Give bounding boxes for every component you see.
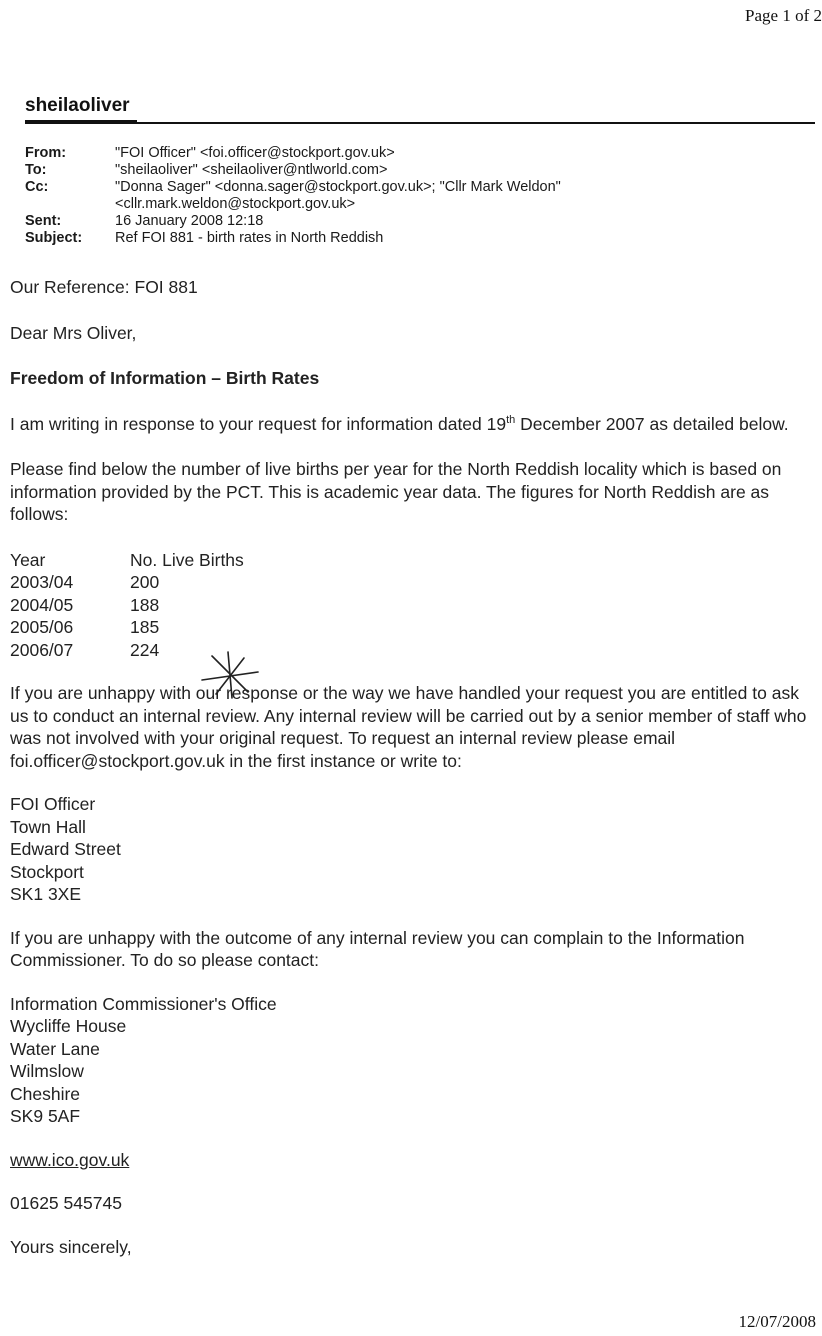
intro-text-end: December 2007 as detailed below. [515, 413, 789, 434]
header-label: From: [25, 145, 67, 161]
review-paragraph: If you are unhappy with our response or the way we have handled your request you are entitled to ask us to conduct an internal review. Any internal review will be carried out by a senior member of staff who was not involved with your original request. To request an internal review please email foi.officer@stockport.gov.uk in the first instance or write to: [10, 683, 807, 771]
figures-paragraph: Please find below the number of live births per year for the North Reddish locality which is based on information provided by the PCT. This is academic year data. The figures for North Reddish are as follows: [10, 459, 782, 524]
address-line: Edward Street [10, 839, 121, 859]
header-label: Subject: [25, 230, 83, 246]
births-table [10, 549, 260, 662]
address-line: Stockport [10, 861, 84, 882]
header-value: 16 January 2008 12:18 [115, 213, 264, 229]
table-row [10, 616, 260, 639]
email-headers [25, 145, 715, 247]
ico-address [10, 993, 810, 1128]
ico-website-link[interactable]: www.ico.gov.uk [10, 1149, 130, 1170]
page-number: Page 1 of 2 [745, 6, 822, 25]
year-cell: 2003/04 [10, 572, 74, 592]
header-row-subject [25, 230, 715, 247]
header-value: Ref FOI 881 - birth rates in North Reddish [115, 230, 384, 246]
ico-phone: 01625 545745 [10, 1193, 122, 1213]
header-row-cc [25, 179, 715, 196]
year-cell: 2005/06 [10, 617, 74, 637]
intro-superscript: th [506, 413, 516, 426]
address-line: Wilmslow [10, 1061, 84, 1081]
reference-line: Our Reference: FOI 881 [10, 277, 198, 297]
births-cell: 185 [130, 617, 160, 637]
address-line: Information Commissioner's Office [10, 993, 277, 1014]
handwritten-asterisk-mark [198, 650, 260, 700]
header-value: "FOI Officer" <foi.officer@stockport.gov.uk> [115, 145, 395, 161]
foi-address [10, 793, 810, 906]
births-cell: 188 [130, 594, 160, 615]
year-cell: 2006/07 [10, 639, 74, 660]
address-line: SK1 3XE [10, 884, 82, 904]
sender-name: sheilaoliver [25, 95, 130, 116]
year-cell: 2004/05 [10, 594, 74, 615]
address-line: Wycliffe House [10, 1016, 127, 1036]
print-date: 12/07/2008 [738, 1312, 816, 1331]
intro-text: I am writing in response to your request for information dated 19 [10, 413, 507, 434]
header-label: Sent: [25, 213, 62, 229]
header-value: <cllr.mark.weldon@stockport.gov.uk> [115, 196, 356, 212]
column-header-births: No. Live Births [130, 549, 244, 570]
address-line: SK9 5AF [10, 1106, 81, 1126]
intro-paragraph [10, 413, 810, 436]
address-line: FOI Officer [10, 794, 96, 814]
births-cell: 200 [130, 572, 160, 592]
header-label: Cc: [25, 179, 49, 195]
table-header-row [10, 549, 260, 572]
table-row [10, 594, 260, 617]
header-row-cc-cont [25, 196, 715, 213]
header-label [25, 196, 115, 213]
address-line: Cheshire [10, 1083, 81, 1104]
header-label: To: [25, 162, 47, 178]
header-rule [25, 122, 815, 124]
closing: Yours sincerely, [10, 1236, 132, 1257]
salutation: Dear Mrs Oliver, [10, 322, 137, 343]
births-cell: 224 [130, 639, 160, 660]
column-header-year: Year [10, 549, 46, 570]
letter-title: Freedom of Information – Birth Rates [10, 368, 320, 388]
header-row-sent [25, 213, 715, 230]
header-row-to [25, 162, 715, 179]
address-line: Water Lane [10, 1038, 100, 1059]
address-line: Town Hall [10, 816, 86, 837]
header-value: "Donna Sager" <donna.sager@stockport.gov.uk>; "Cllr Mark Weldon" [115, 179, 561, 195]
commissioner-paragraph: If you are unhappy with the outcome of any internal review you can complain to the Information Commissioner. To do so please contact: [10, 927, 745, 970]
header-value: "sheilaoliver" <sheilaoliver@ntlworld.com> [115, 162, 388, 178]
email-body [10, 276, 810, 1258]
table-row [10, 571, 260, 594]
header-row-from [25, 145, 715, 162]
